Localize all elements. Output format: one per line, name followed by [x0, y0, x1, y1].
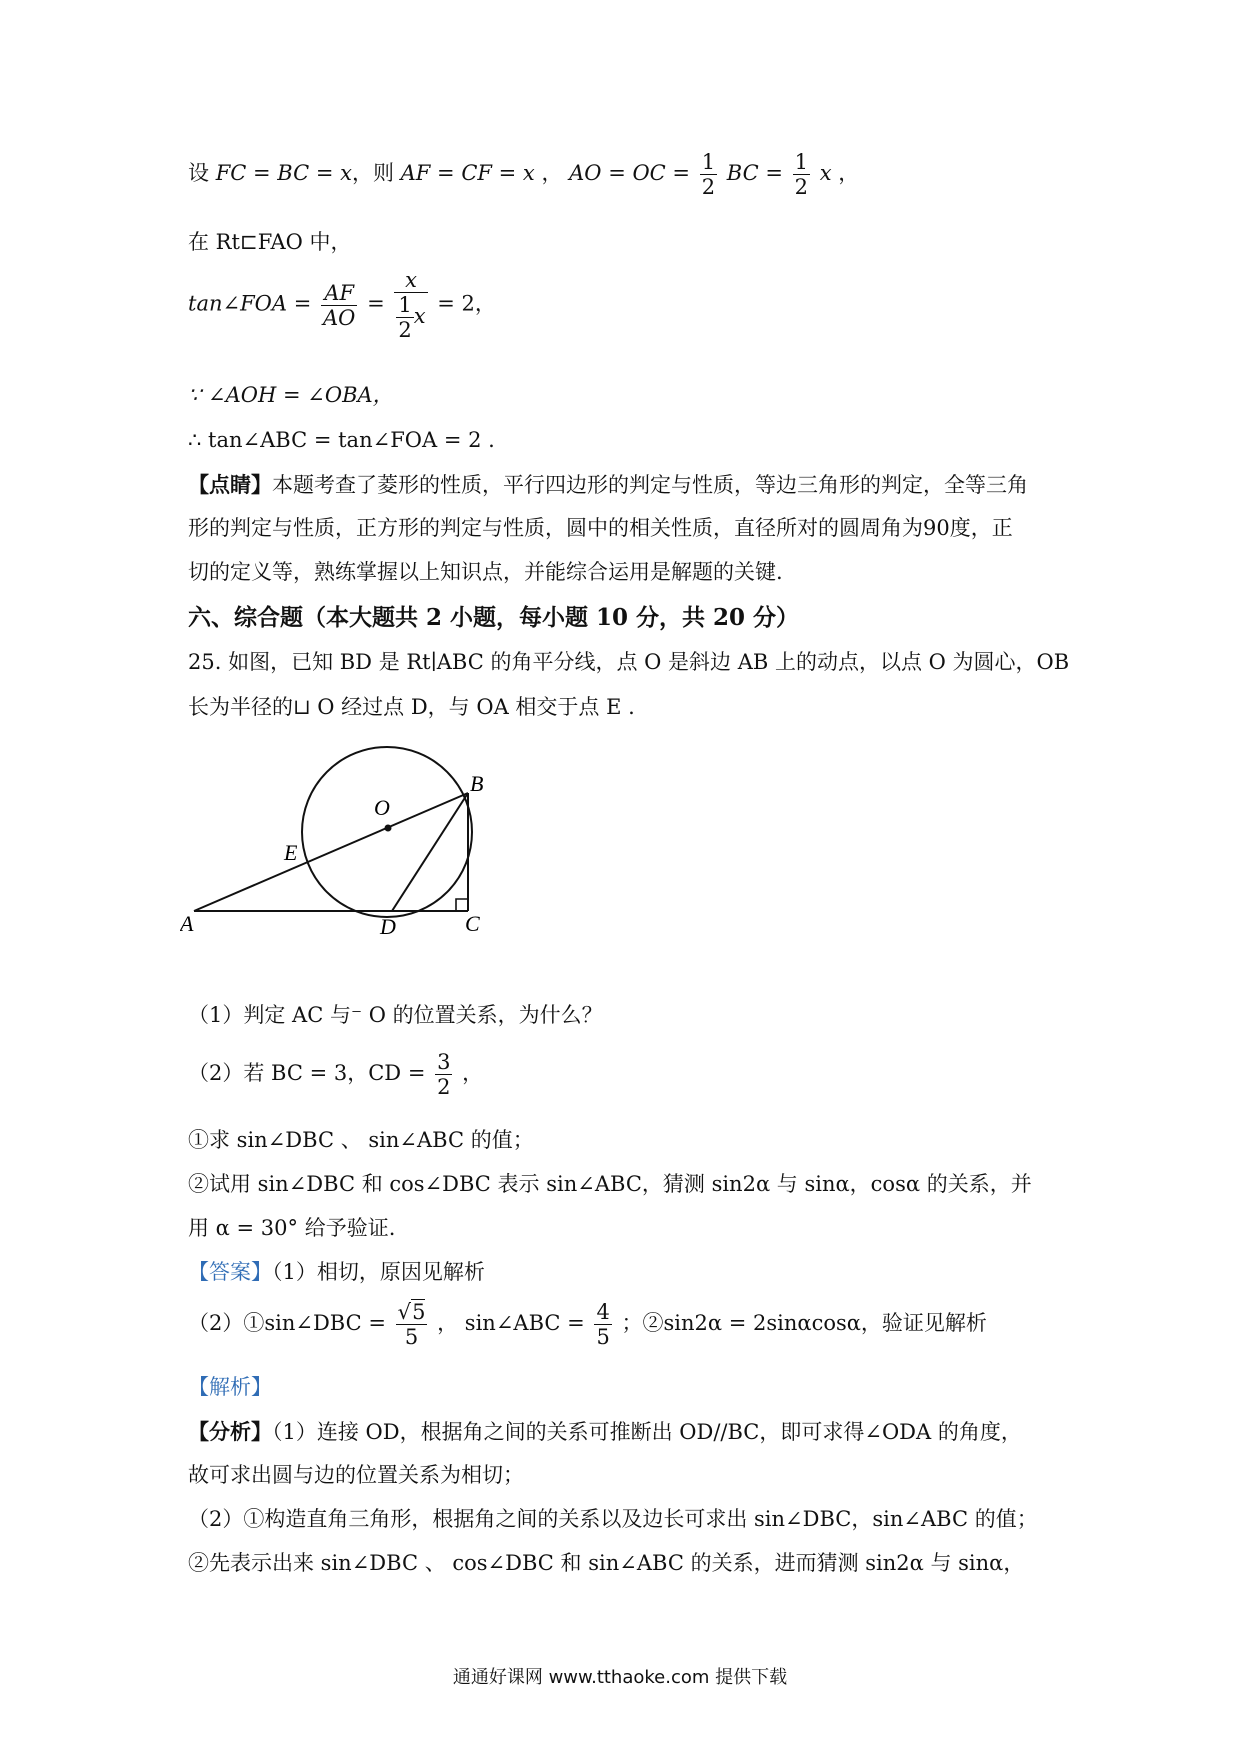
fraction: $\frac{3}{2}$: [437, 1050, 451, 1100]
line-3: [188, 268, 496, 342]
fraction: $\frac{1}{2}$: [701, 150, 716, 200]
dianjing-line-3: 切的定义等，熟练掌握以上知识点，并能综合运用是解题的关键.: [188, 560, 783, 584]
text: ，则: [351, 161, 394, 186]
text: （2）若 BC = 3，CD =: [188, 1061, 426, 1086]
text: =: [367, 291, 385, 316]
section-heading: 六、综合题（本大题共 2 小题，每小题 10 分，共 20 分）: [188, 604, 800, 631]
label-a: A: [180, 911, 194, 936]
variable: x: [819, 161, 832, 186]
segment-ab: [194, 793, 468, 911]
right-angle-mark: [456, 899, 468, 911]
fenxi-line-4: ②先表示出来 sin∠DBC 、 cos∠DBC 和 sin∠ABC 的关系，进而猜测 sin2α 与 sinα，: [188, 1551, 1025, 1575]
question-part-2b-line-1: ②试用 sin∠DBC 和 cos∠DBC 表示 sin∠ABC，猜测 sin2α 与 sinα，cosα 的关系，并: [188, 1172, 1032, 1196]
nested-fraction: $\frac{1}{2}$ x: [398, 293, 426, 343]
fenxi-line-3: （2）①构造直角三角形，根据角之间的关系以及边长可求出 sin∠DBC，sin∠ABC 的值；: [188, 1507, 1038, 1531]
label-c: C: [465, 911, 480, 936]
fraction: x $\frac{1}{2}$ x: [394, 268, 427, 342]
fenxi-line-1: [188, 1419, 1022, 1445]
line-2: 在 Rt⊏FAO 中，: [188, 230, 352, 254]
fenxi-line-2: 故可求出圆与边的位置关系为相切；: [188, 1463, 524, 1487]
text: （1）相切，原因见解析: [272, 1260, 485, 1284]
question-25-line-2: 长为半径的⊔ O 经过点 D，与 OA 相交于点 E .: [188, 695, 635, 719]
geometry-diagram: [180, 745, 510, 945]
circle-o: [302, 747, 472, 917]
question-25-line-1: 25. 如图，已知 BD 是 Rt∣ABC 的角平分线，点 O 是斜边 AB 上的动点，以点 O 为圆心，OB: [188, 650, 1070, 674]
text: ，: [541, 161, 563, 186]
line-1: [188, 150, 859, 199]
text: ，: [838, 161, 860, 186]
text: ， sin∠ABC =: [437, 1311, 585, 1336]
fraction: $\frac{1}{2}$: [398, 293, 412, 343]
equation: tan∠FOA =: [188, 291, 312, 316]
equation: AO = OC =: [569, 161, 691, 186]
line-4: ∵ ∠AOH = ∠OBA，: [188, 383, 394, 407]
text: 本题考查了菱形的性质，平行四边形的判定与性质，等边三角形的判定，全等三角: [272, 473, 1028, 497]
fraction: $\frac{4}{5}$: [596, 1300, 610, 1350]
sqrt-numerator: √5: [397, 1300, 426, 1324]
segment-bd: [392, 793, 468, 911]
dianjing-tag: 【点睛】: [188, 472, 272, 497]
dianjing-line-1: [188, 472, 1028, 498]
label-o: O: [374, 795, 390, 820]
dianjing-line-2: 形的判定与性质，正方形的判定与性质，圆中的相关性质，直径所对的圆周角为90度，正: [188, 516, 1013, 540]
answer-line-2: [188, 1300, 987, 1349]
text: = 2，: [437, 291, 496, 316]
label-d: D: [380, 914, 396, 939]
fraction: $\frac{√5}{5}$: [397, 1300, 426, 1350]
text: （1）连接 OD，根据角之间的关系可推断出 OD//BC，即可求得∠ODA 的角度，: [272, 1420, 1022, 1444]
question-part-2b-line-2: 用 α = 30° 给予验证.: [188, 1216, 396, 1240]
question-part-2: [188, 1050, 483, 1099]
fenxi-tag: 【分析】: [188, 1419, 272, 1444]
jiexi-tag: 【解析】: [188, 1375, 272, 1399]
text: ；②sin2α = 2sinαcosα，验证见解析: [621, 1311, 987, 1336]
line-5: ∴ tan∠ABC = tan∠FOA = 2 .: [188, 428, 495, 452]
equation: FC = BC = x: [215, 161, 352, 186]
label-e: E: [284, 840, 298, 865]
equation: BC =: [726, 161, 783, 186]
text: 设: [188, 161, 209, 186]
answer-line-1: [188, 1260, 485, 1285]
center-point: [385, 825, 392, 832]
fraction: $\frac{1}{2}$: [794, 150, 809, 200]
fraction: $\frac{AF}{AO}$: [323, 280, 356, 330]
text: ，: [462, 1061, 484, 1086]
page-footer: 通通好课网 www.tthaoke.com 提供下载: [452, 1667, 788, 1688]
question-part-1: （1）判定 AC 与⁻ O 的位置关系，为什么？: [188, 1003, 603, 1027]
equation: AF = CF = x: [400, 161, 535, 186]
answer-tag: 【答案】: [188, 1260, 272, 1284]
question-part-2a: ①求 sin∠DBC 、 sin∠ABC 的值；: [188, 1128, 534, 1152]
label-b: B: [470, 771, 484, 796]
text: （2）①sin∠DBC =: [188, 1311, 386, 1336]
